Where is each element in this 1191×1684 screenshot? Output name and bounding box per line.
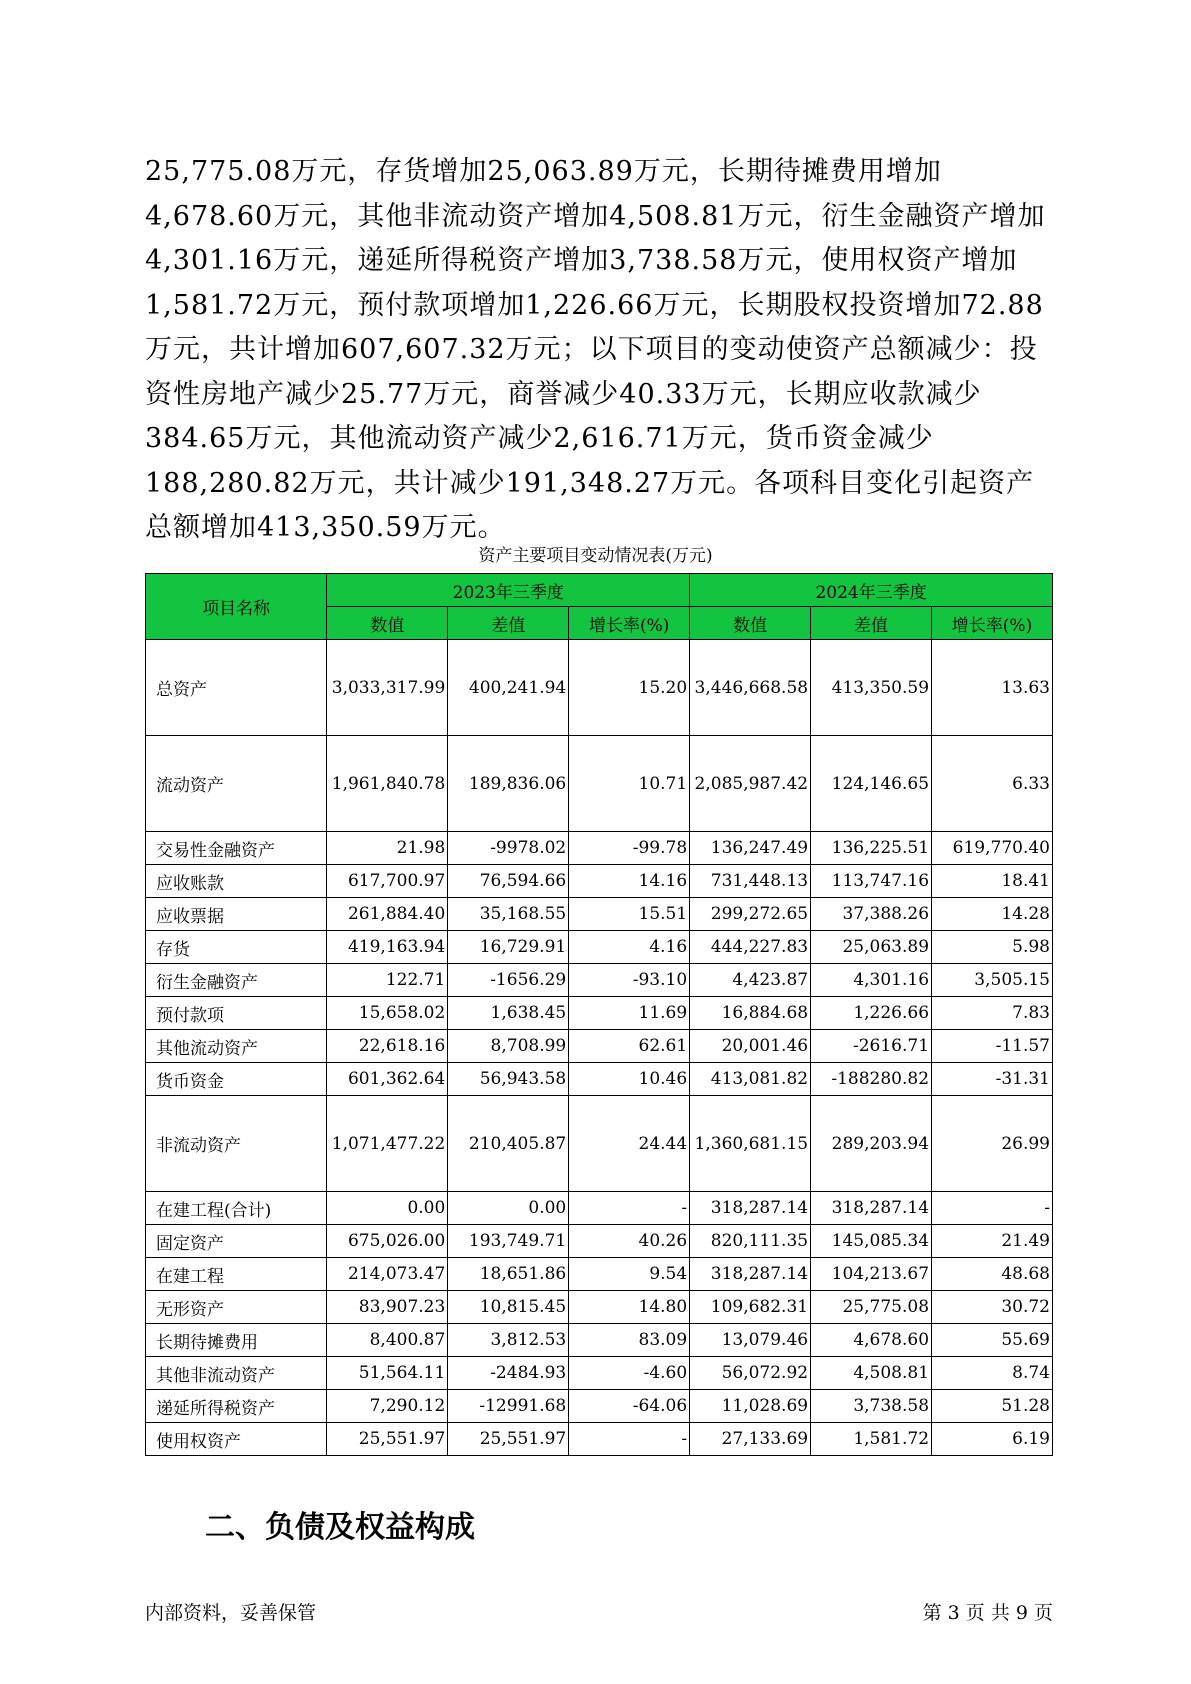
cell-v23: 15,658.02 [327, 997, 448, 1030]
header-period-2023: 2023年三季度 [327, 574, 690, 607]
cell-v23: 419,163.94 [327, 931, 448, 964]
cell-v24: 413,081.82 [690, 1063, 811, 1096]
cell-g23: 10.71 [569, 736, 690, 832]
row-label: 使用权资产 [146, 1423, 327, 1456]
cell-g23: -99.78 [569, 832, 690, 865]
cell-g23: 24.44 [569, 1096, 690, 1192]
cell-v24: 109,682.31 [690, 1291, 811, 1324]
table-row [146, 832, 1053, 865]
cell-g23: 4.16 [569, 931, 690, 964]
cell-v24: 299,272.65 [690, 898, 811, 931]
row-label: 非流动资产 [146, 1096, 327, 1192]
cell-d23: 18,651.86 [448, 1258, 569, 1291]
cell-d23: 210,405.87 [448, 1096, 569, 1192]
row-label: 长期待摊费用 [146, 1324, 327, 1357]
table-row [146, 1030, 1053, 1063]
cell-d24: 318,287.14 [811, 1192, 932, 1225]
cell-d23: -9978.02 [448, 832, 569, 865]
cell-d23: 1,638.45 [448, 997, 569, 1030]
cell-v23: 8,400.87 [327, 1324, 448, 1357]
cell-d23: 8,708.99 [448, 1030, 569, 1063]
cell-g23: 15.51 [569, 898, 690, 931]
cell-g24: 30.72 [932, 1291, 1053, 1324]
section-heading: 二、负债及权益构成 [205, 1510, 475, 1545]
header-growth-2023: 增长率(%) [569, 607, 690, 640]
header-item-name: 项目名称 [146, 574, 327, 640]
table-row [146, 1225, 1053, 1258]
cell-v24: 2,085,987.42 [690, 736, 811, 832]
cell-g23: 15.20 [569, 640, 690, 736]
cell-v23: 51,564.11 [327, 1357, 448, 1390]
row-label: 货币资金 [146, 1063, 327, 1096]
footer-page-number: 第 3 页 共 9 页 [922, 1602, 1053, 1624]
cell-d24: 413,350.59 [811, 640, 932, 736]
table-row [146, 1423, 1053, 1456]
cell-d23: -12991.68 [448, 1390, 569, 1423]
header-value-2023: 数值 [327, 607, 448, 640]
table-row [146, 1258, 1053, 1291]
table-row [146, 1063, 1053, 1096]
cell-v24: 136,247.49 [690, 832, 811, 865]
table-row [146, 964, 1053, 997]
header-growth-2024: 增长率(%) [932, 607, 1053, 640]
cell-d23: 25,551.97 [448, 1423, 569, 1456]
cell-d23: 76,594.66 [448, 865, 569, 898]
cell-d23: 0.00 [448, 1192, 569, 1225]
cell-d24: 4,508.81 [811, 1357, 932, 1390]
cell-v24: 444,227.83 [690, 931, 811, 964]
table-row [146, 1390, 1053, 1423]
cell-d23: 35,168.55 [448, 898, 569, 931]
cell-d24: 289,203.94 [811, 1096, 932, 1192]
row-label: 其他流动资产 [146, 1030, 327, 1063]
row-label: 无形资产 [146, 1291, 327, 1324]
cell-v23: 7,290.12 [327, 1390, 448, 1423]
cell-d23: 400,241.94 [448, 640, 569, 736]
cell-g24: 6.33 [932, 736, 1053, 832]
cell-v23: 122.71 [327, 964, 448, 997]
cell-d24: -188280.82 [811, 1063, 932, 1096]
cell-g24: 26.99 [932, 1096, 1053, 1192]
cell-g24: -11.57 [932, 1030, 1053, 1063]
cell-v24: 820,111.35 [690, 1225, 811, 1258]
cell-v24: 1,360,681.15 [690, 1096, 811, 1192]
row-label: 总资产 [146, 640, 327, 736]
cell-d24: 4,678.60 [811, 1324, 932, 1357]
cell-g23: 62.61 [569, 1030, 690, 1063]
cell-g23: - [569, 1192, 690, 1225]
cell-g24: 7.83 [932, 997, 1053, 1030]
cell-d23: -1656.29 [448, 964, 569, 997]
row-label: 在建工程(合计) [146, 1192, 327, 1225]
table-caption: 资产主要项目变动情况表(万元) [478, 546, 713, 566]
row-label: 固定资产 [146, 1225, 327, 1258]
cell-v24: 13,079.46 [690, 1324, 811, 1357]
cell-d24: 104,213.67 [811, 1258, 932, 1291]
cell-v24: 318,287.14 [690, 1258, 811, 1291]
cell-g23: 40.26 [569, 1225, 690, 1258]
header-value-2024: 数值 [690, 607, 811, 640]
cell-d23: 189,836.06 [448, 736, 569, 832]
table-row [146, 898, 1053, 931]
cell-g24: 51.28 [932, 1390, 1053, 1423]
row-label: 其他非流动资产 [146, 1357, 327, 1390]
row-label: 递延所得税资产 [146, 1390, 327, 1423]
cell-v23: 0.00 [327, 1192, 448, 1225]
table-row [146, 1096, 1053, 1192]
cell-g24: 6.19 [932, 1423, 1053, 1456]
cell-d24: 3,738.58 [811, 1390, 932, 1423]
cell-v24: 731,448.13 [690, 865, 811, 898]
row-label: 交易性金融资产 [146, 832, 327, 865]
cell-d23: 193,749.71 [448, 1225, 569, 1258]
table-row [146, 1291, 1053, 1324]
cell-g23: 14.80 [569, 1291, 690, 1324]
row-label: 应收票据 [146, 898, 327, 931]
row-label: 流动资产 [146, 736, 327, 832]
row-label: 在建工程 [146, 1258, 327, 1291]
cell-d24: 136,225.51 [811, 832, 932, 865]
cell-g23: - [569, 1423, 690, 1456]
cell-v23: 83,907.23 [327, 1291, 448, 1324]
cell-v23: 21.98 [327, 832, 448, 865]
row-label: 应收账款 [146, 865, 327, 898]
cell-v24: 56,072.92 [690, 1357, 811, 1390]
cell-d24: 37,388.26 [811, 898, 932, 931]
cell-d23: 3,812.53 [448, 1324, 569, 1357]
row-label: 衍生金融资产 [146, 964, 327, 997]
cell-d23: 10,815.45 [448, 1291, 569, 1324]
cell-g24: -31.31 [932, 1063, 1053, 1096]
cell-d24: 124,146.65 [811, 736, 932, 832]
cell-v24: 20,001.46 [690, 1030, 811, 1063]
cell-v24: 16,884.68 [690, 997, 811, 1030]
asset-change-table [145, 573, 1053, 1456]
cell-g24: - [932, 1192, 1053, 1225]
cell-v24: 3,446,668.58 [690, 640, 811, 736]
cell-v23: 675,026.00 [327, 1225, 448, 1258]
cell-d24: 25,775.08 [811, 1291, 932, 1324]
table-body [146, 640, 1053, 1456]
cell-d24: 1,226.66 [811, 997, 932, 1030]
cell-v24: 11,028.69 [690, 1390, 811, 1423]
cell-d24: 25,063.89 [811, 931, 932, 964]
header-period-2024: 2024年三季度 [690, 574, 1053, 607]
cell-g24: 8.74 [932, 1357, 1053, 1390]
cell-g23: -64.06 [569, 1390, 690, 1423]
table-row [146, 1357, 1053, 1390]
cell-v23: 1,961,840.78 [327, 736, 448, 832]
cell-d23: 56,943.58 [448, 1063, 569, 1096]
cell-g23: 10.46 [569, 1063, 690, 1096]
cell-g23: -93.10 [569, 964, 690, 997]
cell-g24: 48.68 [932, 1258, 1053, 1291]
cell-v23: 22,618.16 [327, 1030, 448, 1063]
row-label: 预付款项 [146, 997, 327, 1030]
cell-g23: 9.54 [569, 1258, 690, 1291]
table-row [146, 736, 1053, 832]
table-row [146, 997, 1053, 1030]
cell-g23: -4.60 [569, 1357, 690, 1390]
table-row [146, 865, 1053, 898]
cell-v24: 318,287.14 [690, 1192, 811, 1225]
cell-d23: -2484.93 [448, 1357, 569, 1390]
table-row [146, 1192, 1053, 1225]
body-paragraph: 25,775.08万元，存货增加25,063.89万元，长期待摊费用增加4,678.60万元，其他非流动资产增加4,508.81万元，衍生金融资产增加4,301.16万元，递延所得税资产增加3,738.58万元，使用权资产增加1,581.72万元，预付款项增加1,226.66万元，长期股权投资增加72.88万元，共计增加607,607.32万元；以下项目的变动使资产总额减少：投资性房地产减少25.77万元，商誉减少40.33万元，长期应收款减少384.65万元，其他流动资产减少2,616.71万元，货币资金减少188,280.82万元，共计减少191,348.27万元。各项科目变化引起资产总额增加413,350.59万元。 [145, 156, 1046, 543]
cell-g23: 11.69 [569, 997, 690, 1030]
cell-g24: 5.98 [932, 931, 1053, 964]
table-row [146, 1324, 1053, 1357]
cell-g24: 14.28 [932, 898, 1053, 931]
cell-d24: 4,301.16 [811, 964, 932, 997]
table-row [146, 931, 1053, 964]
cell-g24: 619,770.40 [932, 832, 1053, 865]
cell-g24: 21.49 [932, 1225, 1053, 1258]
cell-v23: 601,362.64 [327, 1063, 448, 1096]
cell-d24: 113,747.16 [811, 865, 932, 898]
cell-g24: 18.41 [932, 865, 1053, 898]
cell-v23: 617,700.97 [327, 865, 448, 898]
cell-g24: 55.69 [932, 1324, 1053, 1357]
cell-g23: 83.09 [569, 1324, 690, 1357]
cell-v23: 261,884.40 [327, 898, 448, 931]
cell-v24: 4,423.87 [690, 964, 811, 997]
table-row [146, 640, 1053, 736]
footer-note: 内部资料，妥善保管 [145, 1602, 317, 1624]
cell-g24: 13.63 [932, 640, 1053, 736]
cell-d24: 145,085.34 [811, 1225, 932, 1258]
row-label: 存货 [146, 931, 327, 964]
cell-v23: 1,071,477.22 [327, 1096, 448, 1192]
cell-d24: 1,581.72 [811, 1423, 932, 1456]
cell-v24: 27,133.69 [690, 1423, 811, 1456]
cell-v23: 214,073.47 [327, 1258, 448, 1291]
header-diff-2024: 差值 [811, 607, 932, 640]
cell-v23: 25,551.97 [327, 1423, 448, 1456]
cell-g24: 3,505.15 [932, 964, 1053, 997]
cell-d24: -2616.71 [811, 1030, 932, 1063]
header-diff-2023: 差值 [448, 607, 569, 640]
cell-v23: 3,033,317.99 [327, 640, 448, 736]
cell-g23: 14.16 [569, 865, 690, 898]
cell-d23: 16,729.91 [448, 931, 569, 964]
